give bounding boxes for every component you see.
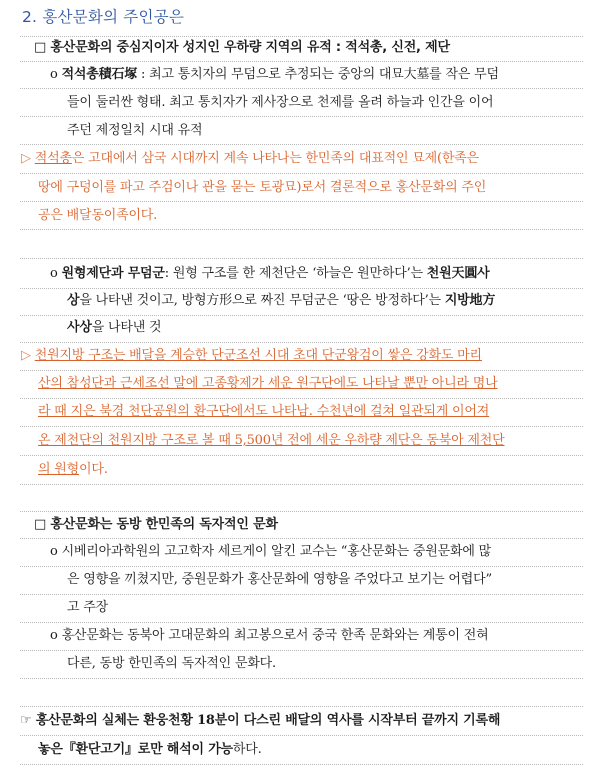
conclusion-line1 <box>20 713 500 729</box>
triangle-icon: ▷ <box>21 348 31 363</box>
pointing-hand-icon: ☞ <box>20 713 32 728</box>
text: 놓은『환단고기』로만 해석이 가능 <box>38 742 233 757</box>
note-altar-line5 <box>38 462 108 478</box>
divider <box>20 258 583 259</box>
divider <box>20 315 583 316</box>
divider <box>20 173 583 174</box>
bullet-siberia-line3: 고 주장 <box>67 600 109 615</box>
term-altar: 원형제단과 무덤군 <box>61 266 165 281</box>
divider <box>20 426 583 427</box>
divider <box>20 398 583 399</box>
bullet-marker: o <box>50 67 58 82</box>
conclusion-line2 <box>38 742 262 758</box>
divider <box>20 538 583 539</box>
bullet-altar-line3 <box>67 320 161 336</box>
text: 을 나타낸 것 <box>91 320 162 335</box>
bullet-stone-tomb-line2: 들이 둘러싼 형태. 최고 통치자가 제사장으로 천제를 올려 하늘과 인간을 이어 <box>67 95 494 110</box>
divider <box>20 764 583 765</box>
divider <box>20 144 583 145</box>
text: : 원형 구조를 한 제천단은 ‘하늘은 원만하다’는 <box>164 266 427 281</box>
divider <box>20 566 583 567</box>
text: : 최고 통치자의 무덤으로 추정되는 중앙의 대묘大墓를 작은 무덤 <box>137 67 499 82</box>
divider <box>20 88 583 89</box>
bullet-siberia-line2: 은 영향을 끼쳤지만, 중원문화가 홍산문화에 영향을 주었다고 보기는 어렵다” <box>67 572 492 587</box>
term: 의 원형 <box>38 462 80 477</box>
term: 적석총 <box>34 151 72 166</box>
term-thought: 사상 <box>67 320 92 335</box>
bullet-independent-line2: 다른, 동방 한민족의 독자적인 문화다. <box>67 656 276 671</box>
term: 천원지방 <box>34 348 85 363</box>
text: 을 나타낸 것이고, 방형方形으로 짜진 무덤군은 ‘땅은 방정하다’는 <box>79 293 445 308</box>
divider <box>20 484 583 485</box>
divider <box>20 370 583 371</box>
divider <box>20 650 583 651</box>
text: 이다. <box>79 462 108 477</box>
note-stone-tomb-line1 <box>21 151 479 167</box>
bullet-marker: o <box>50 544 58 559</box>
bullet-altar-line2 <box>67 293 495 309</box>
divider <box>20 36 583 37</box>
bullet-marker: o <box>50 266 58 281</box>
note-stone-tomb-line2: 땅에 구덩이를 파고 주검이나 관을 묻는 토광묘)로서 결론적으로 홍산문화의 주인 <box>38 180 487 195</box>
bullet-stone-tomb-line3: 주던 제정일치 시대 유적 <box>67 123 203 138</box>
bullet-independent-line1 <box>50 628 489 644</box>
text: 구조는 배달을 계승한 단군조선 시대 초대 단군왕검이 쌓은 강화도 마리 <box>84 348 482 363</box>
bullet-stone-tomb-line1 <box>50 67 499 83</box>
divider <box>20 201 583 202</box>
divider <box>20 594 583 595</box>
divider <box>20 622 583 623</box>
note-stone-tomb-line3: 공은 배달동이족이다. <box>38 208 158 223</box>
note-altar-line2: 산의 참성단과 근세조선 말에 고종황제가 세운 원구단에도 나타날 뿐만 아니라 명나 <box>38 376 498 391</box>
divider <box>20 342 583 343</box>
text: 은 고대에서 삼국 시대까지 계속 나타나는 한민족의 대표적인 묘제(한족은 <box>71 151 479 166</box>
divider <box>20 229 583 230</box>
bullet-siberia-line1 <box>50 544 491 560</box>
text: 홍산문화의 실체는 환웅천황 18분이 다스린 배달의 역사를 시작부터 끝까지 기록해 <box>31 713 501 728</box>
divider <box>20 511 583 512</box>
note-altar-line1 <box>21 348 482 364</box>
divider <box>20 706 583 707</box>
divider <box>20 455 583 456</box>
term-round-heaven-end: 상 <box>67 293 80 308</box>
divider <box>20 288 583 289</box>
divider <box>20 735 583 736</box>
bullet-marker: o <box>50 628 58 643</box>
section1-heading: □ 홍산문화의 중심지이자 성지인 우하량 지역의 유적 : 적석총, 신전, 제단 <box>34 40 450 55</box>
term-square-earth: 지방地方 <box>444 293 496 308</box>
divider <box>20 116 583 117</box>
divider <box>20 61 583 62</box>
note-altar-line4: 온 제천단의 천원지방 구조로 볼 때 5,500년 전에 세운 우하량 제단은 동북아 제천단 <box>38 433 505 448</box>
section-title: 2. 홍산문화의 주인공은 <box>22 8 185 26</box>
bullet-altar-line1 <box>50 266 489 282</box>
text: 시베리아과학원의 고고학자 세르게이 알킨 교수는 “홍산문화는 중원문화에 많 <box>61 544 492 559</box>
term-stone-tomb: 적석총積石塚 <box>61 67 138 82</box>
term-round-heaven: 천원天圓사 <box>426 266 490 281</box>
text: 하다. <box>232 742 262 757</box>
note-altar-line3: 라 때 지은 북경 천단공원의 환구단에서도 나타남. 수천년에 걸쳐 일관되게 이어져 <box>38 404 490 419</box>
divider <box>20 678 583 679</box>
section2-heading: □ 홍산문화는 동방 한민족의 독자적인 문화 <box>34 517 278 532</box>
text: 홍산문화는 동북아 고대문화의 최고봉으로서 중국 한족 문화와는 계통이 전혀 <box>61 628 489 643</box>
triangle-icon: ▷ <box>21 151 31 166</box>
